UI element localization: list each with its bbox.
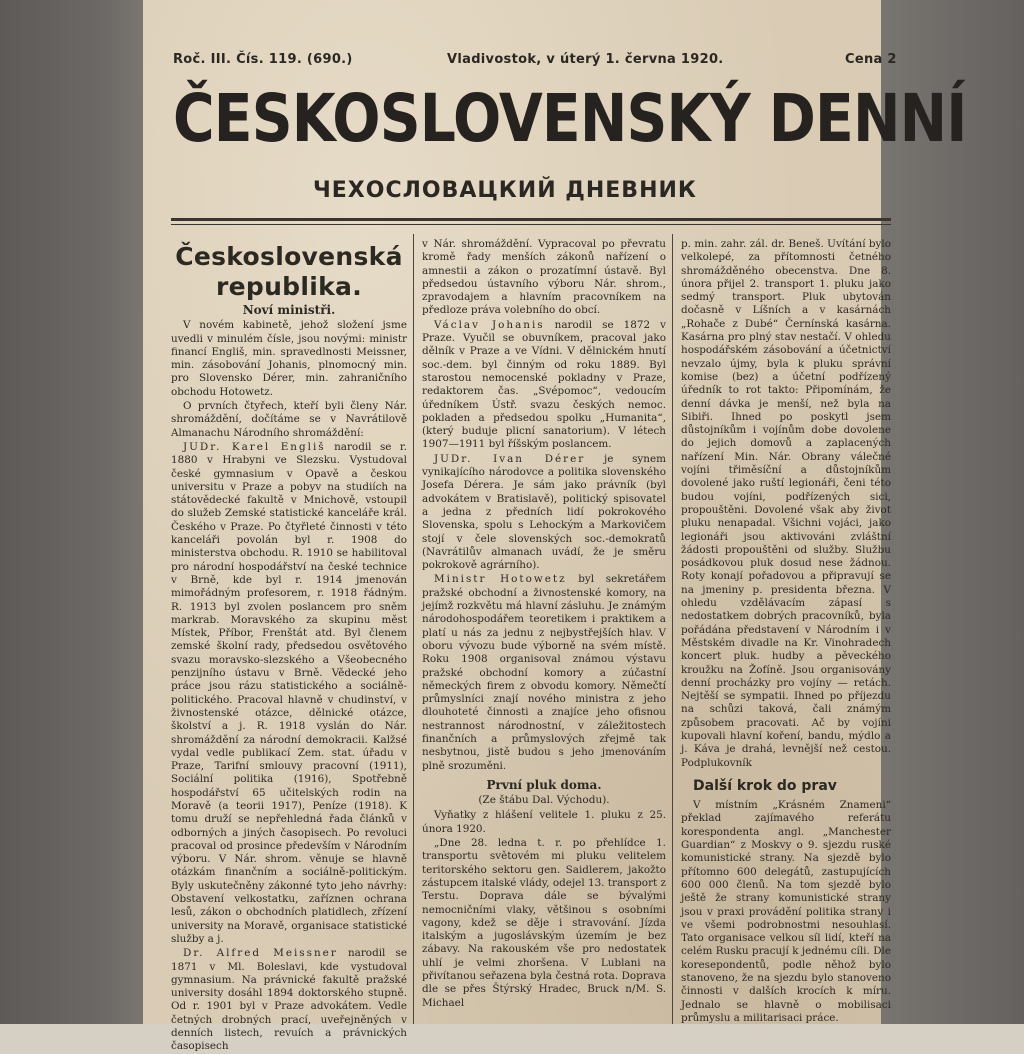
article-heading-first-regiment: První pluk doma. — [486, 777, 602, 792]
paragraph: O prvních čtyřech, kteří byli členy Nár. shromáždění, dočítáme se v Navrátilově Almanachu Národního shromáždění: — [171, 400, 407, 439]
paragraph: Vyňatky z hlášení velitele 1. pluku z 25. února 1920. — [422, 809, 666, 835]
scan-background-left — [0, 0, 143, 1024]
article-heading-republic: Československá republika. — [175, 242, 403, 301]
paragraph: p. min. zahr. zál. dr. Beneš. Uvítání bylo velkolepé, za přítomnosti četného shromážděného obecenstva. Dne 8. února přijel 2. transport 1. pluku jako sedmý transport. Pluk ubytován dočasně v Líšních a v kasárnách „Rohače z Dubé“ Černínská kasárna. Kasárna pro plný stav nestačí. V ohledu hospodářském zásobování a účetnictví nevzalo újmy, byla k pluku správní komise (bez) a účetní podřízený úředník to rot takto: Připomínám, že denní dávka je menší, než byla na Sibiři. Ihned po poskytl jsem důstojníkům i vojínům dobe dovolene do jejich domovů a zaplacených nařízení Min. Nár. Obrany válečné vojíni třiměsíční a důstojníkům dovolené jako ruští legionáři, čeni této budou vojíni, podřízených sici, propouštěni. Dovolené však aby život pluku nenapadal. Všichni vojáci, jako legionáři jsou aktivováni zvláštní žádosti propouštěni od služby. Službu posádkovou pluk dosud nese žádnou. Roty konají pořadovou a připravují se na jmeniny p. presidenta března. V ohledu vzdělávacím zápasí s nedostatkem dobrých pracovníků, byla pořádána představení v Národním i v Městském divadle na Kr. Vinohradech koncert pluk. hudby a pěveckého kroužku na Žofíně. Jsou organisovány denní procházky pro vojíny — retách. Nejtěší se sympatii. Ihned po příjezdu na schůzi taková, čali známým způsobem pracovati. Ač by vojíni kupovali hlavní koření, bandu, mýdlo a j. Káva je drahá, levnější než cestou. Podplukovník — [681, 238, 891, 769]
paragraph — [422, 453, 666, 573]
person-name: JUDr. Ivan Dérer — [434, 452, 586, 465]
paragraph — [422, 573, 666, 772]
paragraph: „Dne 28. ledna t. r. po přehlídce 1. transportu světovém mi pluku velitelem teritorského sektoru gen. Saidlerem, jakožto zástupcem italské vlády, odejel 13. transport z Terstu. Doprava dále se bývalými nemocničními vlaky, většinou s osobními vagony, kdež se děje i stravování. Jízda italským a jugoslávským územím je bez zábavy. Na rakouském vše pro nedostatek uhlí je velmi zhoršena. V Lublani na přivítanou seřazena byla čestná rota. Doprava dle se přes Štýrský Hradec, Bruck n/M. S. Michael — [422, 837, 666, 1009]
price: Cena 2 — [845, 52, 897, 67]
person-name: Ministr Hotowetz — [434, 573, 567, 586]
paragraph — [171, 947, 407, 1053]
masthead-rule-thick — [171, 218, 891, 221]
column-divider-2 — [672, 234, 673, 1024]
newspaper-title: ČESKOSLOVENSKÝ DENNÍ — [173, 80, 967, 157]
column-1 — [171, 238, 408, 1053]
place-date: Vladivostok, v úterý 1. června 1920. — [447, 52, 724, 67]
person-name: Václav Johanis — [434, 318, 545, 331]
person-name: Dr. Alfred Meissner — [183, 947, 338, 960]
paragraph — [171, 441, 407, 946]
article-heading-next-step: Další krok do prav — [693, 777, 837, 794]
column-divider-1 — [413, 234, 414, 1024]
paragraph-text: narodil se 1871 v Ml. Boleslavi, kde vystudoval gymnasium. Na právnické fakultě pražské university dosáhl 1894 doktorského stupně. Od r. 1901 byl v Praze advokátem. Vedle četných drobných prací, uveřejněných v denních listech, revuích a právnických časopisech — [171, 947, 407, 1053]
newspaper-page — [143, 0, 967, 1053]
paragraph: V místním „Krásném Znameni“ překlad zajímavého referátu korespondenta angl. „Manchester Guardian“ z Moskvy o 9. sjezdu ruské komunistické strany. Na sjezdě bylo přítomno 600 delegátů, zastupujících 600 000 členů. Na tom sjezdě bylo ještě že strany komunistické strany jsou v praxi provádění politika strany i ve všemi podrobnostmi nesouhlasí. Tato organisace velkou síl lidí, kteří na celém Rusku pracují k jednému cíli. Dle koresepondentů, podle něhož bylo stanoveno, že na sjezdu bylo stanoveno činnosti v dalších krocích k míru. Jednalo se hlavně o mobilisaci průmyslu a militarisaci práce. — [681, 799, 891, 1024]
article-subheading-ministers: Noví ministři. — [242, 303, 336, 317]
newspaper-subtitle-russian: ЧЕХОСЛОВАЦКИЙ ДНЕВНИК — [313, 178, 697, 203]
paragraph-text: je synem vynikajícího národovce a politika slovenského Josefa Dérera. Je sám jako právník (byl advokátem v Bratislavě), politický spisovatel a jedna z předních lidí pokrokového Slovenska, spolu s Lehockým a Markovičem stojí v čele slovenských soc.-demokratů (Navrátilův almanach uvádí, že je směru pokrokově agrárního). — [422, 452, 666, 572]
person-name: JUDr. Karel Engliš — [183, 440, 326, 453]
masthead-rule-thin — [171, 224, 891, 225]
paragraph: v Nár. shromáždění. Vypracoval po převratu kromě řady menších zákonů nařízení o amnestii a zákon o prozatímní ústavě. Byl předsedou ústavního výboru Nár. shrom., zpravodajem a hlavním pracovníkem na předloze práva volebního do obcí. — [422, 238, 666, 317]
column-3-inner — [681, 238, 891, 1025]
column-2 — [422, 238, 666, 1024]
paragraph — [422, 319, 666, 452]
issue-number: Roč. III. Čís. 119. (690.) — [173, 52, 353, 67]
paragraph-text: byl sekretářem pražské obchodní a živnostenské komory, na jejímž rozkvětu má hlavní zásluhu. Je známým národohospodářem teoretikem i praktikem a platí u nás za jednu z nejbystřejších hlav. V oboru vývozu bude výborně na svém místě. Roku 1908 organisoval známou výstavu pražské obchodní komory a zúčastní německých firem z obvodu komory. Němečtí průmyslníci znají nového ministra z jeho dlouhoteté činnosti a znajíce jeho ofisnou nestrannost národnostní, v záležitostech finančních a průmyslových zřejmě tak nesbytnou, jistě budou s jeho jmenováním plně srozuměni. — [422, 573, 666, 772]
paragraph-text: narodil se 1872 v Praze. Vyučil se obuvníkem, pracoval jako dělník v Praze a ve Vídni. V dělnickém hnutí soc.-dem. byl činným od roku 1889. Byl starostou nemocenské pokladny v Praze, redaktorem čas. „Svépomoc“, vedoucím úředníkem Ústř. svazu českých nemoc. pokladen a předsedou spolku „Humanita“, (který buduje plicní sanatorium). V létech 1907—1911 byl říšským poslancem. — [422, 318, 666, 451]
paragraph-text: narodil se r. 1880 v Hrabyni ve Slezsku. Vystudoval české gymnasium v Opavě a českou universitu v Praze a pobyv na studiích na státovědecké fakultě v Mnichově, vstoupil do služeb Zemské statistické kanceláře král. Českého v Praze. Po čtyřleté činnosti v této kanceláři povolán byl r. 1908 do ministerstva obchodu. R. 1910 se habilitoval pro národní hospodářství na české technice v Brně, kde byl r. 1914 jmenován mimořádným profesorem, r. 1918 řádným. R. 1913 byl zvolen poslancem pro sněm markrab. Moravského za skupinu měst Místek, Příbor, Frenštát atd. Byl členem zemské školní rady, předsedou osvětového svazu moravsko-slezského a Všeobecného penzijního ústavu v Brně. Vědecké jeho práce jsou rázu statistického a sociálně-politického. Pracoval hlavně v chudinství, v živnostenské otázce, dělnické otázce, školství a j. R. 1918 vyslán do Nár. shromáždění za národní demokracii. Kalžsé vydal vedle publikací Zem. stat. úřadu v Praze, Tarifní smlouvy pracovní (1911), Sociální politika (1916), Spotřebně hospodářství 65 učitelských rodin na Moravě (a teorii 1917), Peníze (1918). K tomu druží se nepřehledná řada článků v odborných a jiných časopisech. Po revoluci pracoval od prosince především v Národním výboru. V Nár. shrom. věnuje se hlavně otázkám finančním a sociálně-politickým. Byly uskutečněny zákonné tyto jeho návrhy: Obstavení velkostatku, zaříznen ochrana lesů, zákon o obchodních platidlech, zřízení university na Moravě, organisace statistické služby a j. — [171, 440, 408, 945]
column-3 — [681, 238, 891, 1024]
paragraph: V novém kabinetě, jehož složení jsme uvedli v minulém čísle, jsou novými: ministr financí Engliš, min. spravedlnosti Meissner, min. zásobování Johanis, plnomocný min. pro Slovensko Dérer, min. zahraničního obchodu Hotowetz. — [171, 319, 407, 398]
article-heading-source: (Ze štábu Dal. Východu). — [478, 794, 610, 807]
